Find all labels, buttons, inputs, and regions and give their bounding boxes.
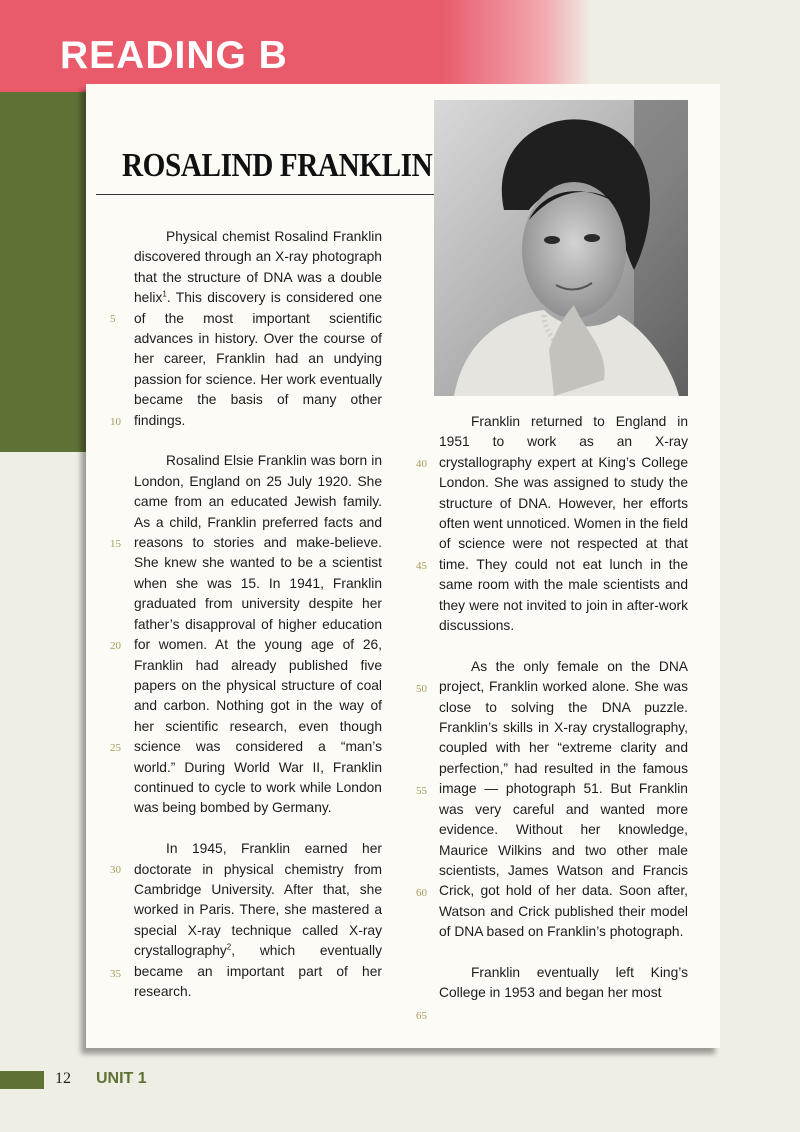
- title-rule: [96, 194, 434, 195]
- line-number: 25: [110, 742, 121, 754]
- paragraph: As the only female on the DNA project, Franklin worked alone. She was close to solving the DNA puzzle. Franklin’s skills in X-ray crystallography, coupled with her “extreme clarity and perfection,” had resulted in the famous image — photograph 51. But Franklin was very careful and wanted more evidence. Without her knowledge, Maurice Wilkins and two other male scientists, James Watson and Francis Crick, got hold of her data. Soon after, Watson and Crick published their model of DNA based on Franklin’s photograph.: [439, 658, 688, 940]
- paragraph: Franklin returned to England in 1951 to work as an X-ray crystallography expert at King’s College London. She was assigned to study the structure of DNA. However, her efforts often went unnoticed. Women in the field of science were not respected at that time. They could not eat lunch in the same room with the male scientists and they were not invited to join in after-work discussions.: [439, 414, 689, 634]
- line-number: 60: [416, 887, 427, 899]
- paragraph: Physical chemist Rosalind Franklin discovered through an X-ray photograph that the structure of DNA was a double helix$^1$. This discovery is considered one of the most important scientific advances in history. Over the course of her career, Franklin had an undying passion for science. Her work eventually became the basis of many other findings.: [134, 229, 382, 428]
- line-number: 35: [110, 968, 121, 980]
- line-number: 40: [416, 458, 427, 470]
- page-number: 12: [55, 1070, 71, 1087]
- right-column: [439, 412, 688, 1024]
- line-number: 30: [110, 864, 121, 876]
- article-title: ROSALIND FRANKLIN: [122, 147, 433, 184]
- paragraph: Franklin eventually left King’s College in 1953 and began her most: [439, 964, 688, 1001]
- line-number: 45: [416, 560, 427, 572]
- footnote-marker[interactable]: 2: [226, 942, 232, 952]
- section-heading: READING B: [60, 34, 288, 77]
- portrait-photo: [434, 100, 688, 396]
- paragraph: In 1945, Franklin earned her doctorate in physical chemistry from Cambridge University. After that, she worked in Paris. There, she mastered a special X-ray technique called X-ray crystallography$^2$, which eventually became an important part of her research.: [134, 841, 382, 999]
- line-number: 65: [416, 1010, 427, 1022]
- line-number: 20: [110, 640, 121, 652]
- unit-label: UNIT 1: [96, 1070, 147, 1087]
- footnote-marker[interactable]: 1: [162, 289, 167, 299]
- line-number: 15: [110, 538, 121, 550]
- footer-green-bar: [0, 1071, 44, 1089]
- line-number: 5: [110, 313, 116, 325]
- line-number: 50: [416, 683, 427, 695]
- line-number: 55: [416, 785, 427, 797]
- paragraph: Rosalind Elsie Franklin was born in London, England on 25 July 1920. She came from an educated Jewish family. As a child, Franklin preferred facts and reasons to stories and make-believe. She knew she wanted to be a scientist when she was 15. In 1941, Franklin graduated from university despite her father’s disapproval of higher education for women. At the young age of 26, Franklin had already published five papers on the physical structure of coal and carbon. Nothing got in the way of her scientific research, even though science was considered a “man’s world.” During World War II, Franklin continued to cycle to work while London was being bombed by Germany.: [134, 453, 382, 816]
- left-column: [134, 227, 382, 1023]
- green-side-block: [0, 92, 92, 452]
- line-number: 10: [110, 416, 121, 428]
